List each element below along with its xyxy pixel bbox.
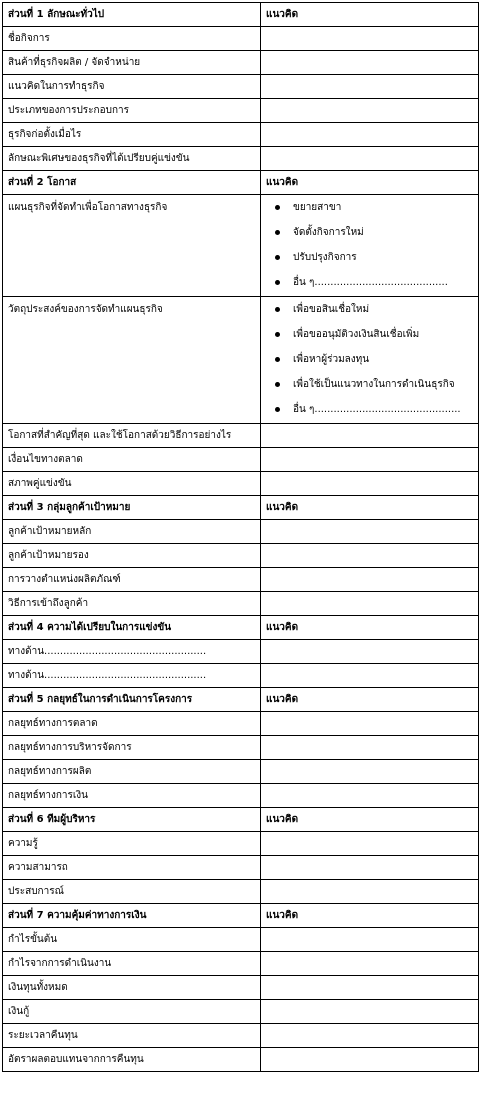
table-row	[3, 99, 479, 123]
table-row	[3, 592, 479, 616]
plan-options-cell	[261, 195, 479, 297]
row-label: ชื่อกิจการ	[3, 27, 261, 51]
table-row	[3, 544, 479, 568]
row-label: กลยุทธ์ทางการตลาด	[3, 712, 261, 736]
table-row	[3, 568, 479, 592]
answer-cell[interactable]	[261, 1048, 479, 1072]
table-row	[3, 784, 479, 808]
row-label: ทางด้าน...................................................	[3, 664, 261, 688]
objective-row	[3, 297, 479, 424]
table-row	[3, 75, 479, 99]
answer-cell[interactable]	[261, 1024, 479, 1048]
bullet-option[interactable]: ปรับปรุงกิจการ	[266, 245, 478, 270]
business-plan-form	[2, 2, 479, 1072]
answer-cell[interactable]	[261, 640, 479, 664]
section-header-concept: แนวคิด	[261, 904, 479, 928]
answer-cell[interactable]	[261, 123, 479, 147]
table-row	[3, 448, 479, 472]
table-row	[3, 832, 479, 856]
answer-cell[interactable]	[261, 832, 479, 856]
section-title: ส่วนที่ 4 ความได้เปรียบในการแข่งขัน	[3, 616, 261, 640]
row-label: โอกาสที่สำคัญที่สุด และใช้โอกาสด้วยวิธีการอย่างไร	[3, 424, 261, 448]
table-row	[3, 424, 479, 448]
row-label: แนวคิดในการทำธุรกิจ	[3, 75, 261, 99]
answer-cell[interactable]	[261, 712, 479, 736]
answer-cell[interactable]	[261, 147, 479, 171]
row-label: กำไรจากการดำเนินงาน	[3, 952, 261, 976]
table-row	[3, 123, 479, 147]
row-label: เงินทุนทั้งหมด	[3, 976, 261, 1000]
table-row	[3, 736, 479, 760]
row-label: การวางตำแหน่งผลิตภัณฑ์	[3, 568, 261, 592]
section-7-header	[3, 904, 479, 928]
section-6-header	[3, 808, 479, 832]
section-4-header	[3, 616, 479, 640]
answer-cell[interactable]	[261, 664, 479, 688]
bullet-option[interactable]: ขยายสาขา	[266, 195, 478, 220]
table-row	[3, 1048, 479, 1072]
table-row	[3, 1000, 479, 1024]
answer-cell[interactable]	[261, 472, 479, 496]
bullet-option[interactable]: เพื่อขอสินเชื่อใหม่	[266, 297, 478, 322]
answer-cell[interactable]	[261, 592, 479, 616]
row-label: ลักษณะพิเศษของธุรกิจที่ได้เปรียบคู่แข่งขัน	[3, 147, 261, 171]
table-row	[3, 664, 479, 688]
bullet-option[interactable]: เพื่อใช้เป็นแนวทางในการดำเนินธุรกิจ	[266, 372, 478, 397]
objective-options-list	[266, 297, 478, 422]
answer-cell[interactable]	[261, 928, 479, 952]
row-label: ธุรกิจก่อตั้งเมื่อไร	[3, 123, 261, 147]
row-label: อัตราผลตอบแทนจากการคืนทุน	[3, 1048, 261, 1072]
section-title: ส่วนที่ 1 ลักษณะทั่วไป	[3, 3, 261, 27]
row-label: ลูกค้าเป้าหมายหลัก	[3, 520, 261, 544]
bullet-option[interactable]: จัดตั้งกิจการใหม่	[266, 220, 478, 245]
answer-cell[interactable]	[261, 976, 479, 1000]
section-header-concept: แนวคิด	[261, 496, 479, 520]
table-row	[3, 880, 479, 904]
answer-cell[interactable]	[261, 448, 479, 472]
section-title: ส่วนที่ 5 กลยุทธ์ในการดำเนินการโครงการ	[3, 688, 261, 712]
bullet-option[interactable]: เพื่อหาผู้ร่วมลงทุน	[266, 347, 478, 372]
answer-cell[interactable]	[261, 736, 479, 760]
answer-cell[interactable]	[261, 760, 479, 784]
section-1-header	[3, 3, 479, 27]
section-5-header	[3, 688, 479, 712]
answer-cell[interactable]	[261, 424, 479, 448]
answer-cell[interactable]	[261, 568, 479, 592]
row-label: ระยะเวลาคืนทุน	[3, 1024, 261, 1048]
row-label: กลยุทธ์ทางการเงิน	[3, 784, 261, 808]
table-row	[3, 472, 479, 496]
table-row	[3, 520, 479, 544]
answer-cell[interactable]	[261, 784, 479, 808]
row-label: สินค้าที่ธุรกิจผลิต / จัดจำหน่าย	[3, 51, 261, 75]
row-label: ความรู้	[3, 832, 261, 856]
row-label: เงื่อนไขทางตลาด	[3, 448, 261, 472]
section-3-header	[3, 496, 479, 520]
section-title: ส่วนที่ 7 ความคุ้มค่าทางการเงิน	[3, 904, 261, 928]
answer-cell[interactable]	[261, 856, 479, 880]
section-header-concept: แนวคิด	[261, 808, 479, 832]
table-row	[3, 712, 479, 736]
section-title: ส่วนที่ 6 ทีมผู้บริหาร	[3, 808, 261, 832]
answer-cell[interactable]	[261, 1000, 479, 1024]
row-label: กลยุทธ์ทางการบริหารจัดการ	[3, 736, 261, 760]
section-header-concept: แนวคิด	[261, 171, 479, 195]
answer-cell[interactable]	[261, 952, 479, 976]
table-row	[3, 976, 479, 1000]
row-label: ลูกค้าเป้าหมายรอง	[3, 544, 261, 568]
bullet-option[interactable]: อื่น ๆ..............................................	[266, 397, 478, 422]
objective-options-cell	[261, 297, 479, 424]
table-row	[3, 51, 479, 75]
table-row	[3, 27, 479, 51]
plan-options-list	[266, 195, 478, 295]
row-label: ความสามารถ	[3, 856, 261, 880]
table-row	[3, 1024, 479, 1048]
section-header-concept: แนวคิด	[261, 688, 479, 712]
table-row	[3, 952, 479, 976]
row-label: แผนธุรกิจที่จัดทำเพื่อโอกาสทางธุรกิจ	[3, 195, 261, 297]
table-row	[3, 928, 479, 952]
table-row	[3, 640, 479, 664]
answer-cell[interactable]	[261, 75, 479, 99]
row-label: วัตถุประสงค์ของการจัดทำแผนธุรกิจ	[3, 297, 261, 424]
row-label: กำไรขั้นต้น	[3, 928, 261, 952]
bullet-option[interactable]: เพื่อขออนุมัติวงเงินสินเชื่อเพิ่ม	[266, 322, 478, 347]
row-label: กลยุทธ์ทางการผลิต	[3, 760, 261, 784]
row-label: สภาพคู่แข่งขัน	[3, 472, 261, 496]
bullet-option[interactable]: อื่น ๆ..........................................	[266, 270, 478, 295]
table-row	[3, 856, 479, 880]
row-label: วิธีการเข้าถึงลูกค้า	[3, 592, 261, 616]
section-header-concept: แนวคิด	[261, 616, 479, 640]
row-label: ประสบการณ์	[3, 880, 261, 904]
section-header-concept: แนวคิด	[261, 3, 479, 27]
answer-cell[interactable]	[261, 27, 479, 51]
table-row	[3, 147, 479, 171]
row-label: ประเภทของการประกอบการ	[3, 99, 261, 123]
plan-purpose-row	[3, 195, 479, 297]
section-title: ส่วนที่ 2 โอกาส	[3, 171, 261, 195]
answer-cell[interactable]	[261, 544, 479, 568]
answer-cell[interactable]	[261, 51, 479, 75]
answer-cell[interactable]	[261, 880, 479, 904]
answer-cell[interactable]	[261, 99, 479, 123]
answer-cell[interactable]	[261, 520, 479, 544]
table-row	[3, 760, 479, 784]
row-label: เงินกู้	[3, 1000, 261, 1024]
section-2-header	[3, 171, 479, 195]
row-label: ทางด้าน...................................................	[3, 640, 261, 664]
section-title: ส่วนที่ 3 กลุ่มลูกค้าเป้าหมาย	[3, 496, 261, 520]
